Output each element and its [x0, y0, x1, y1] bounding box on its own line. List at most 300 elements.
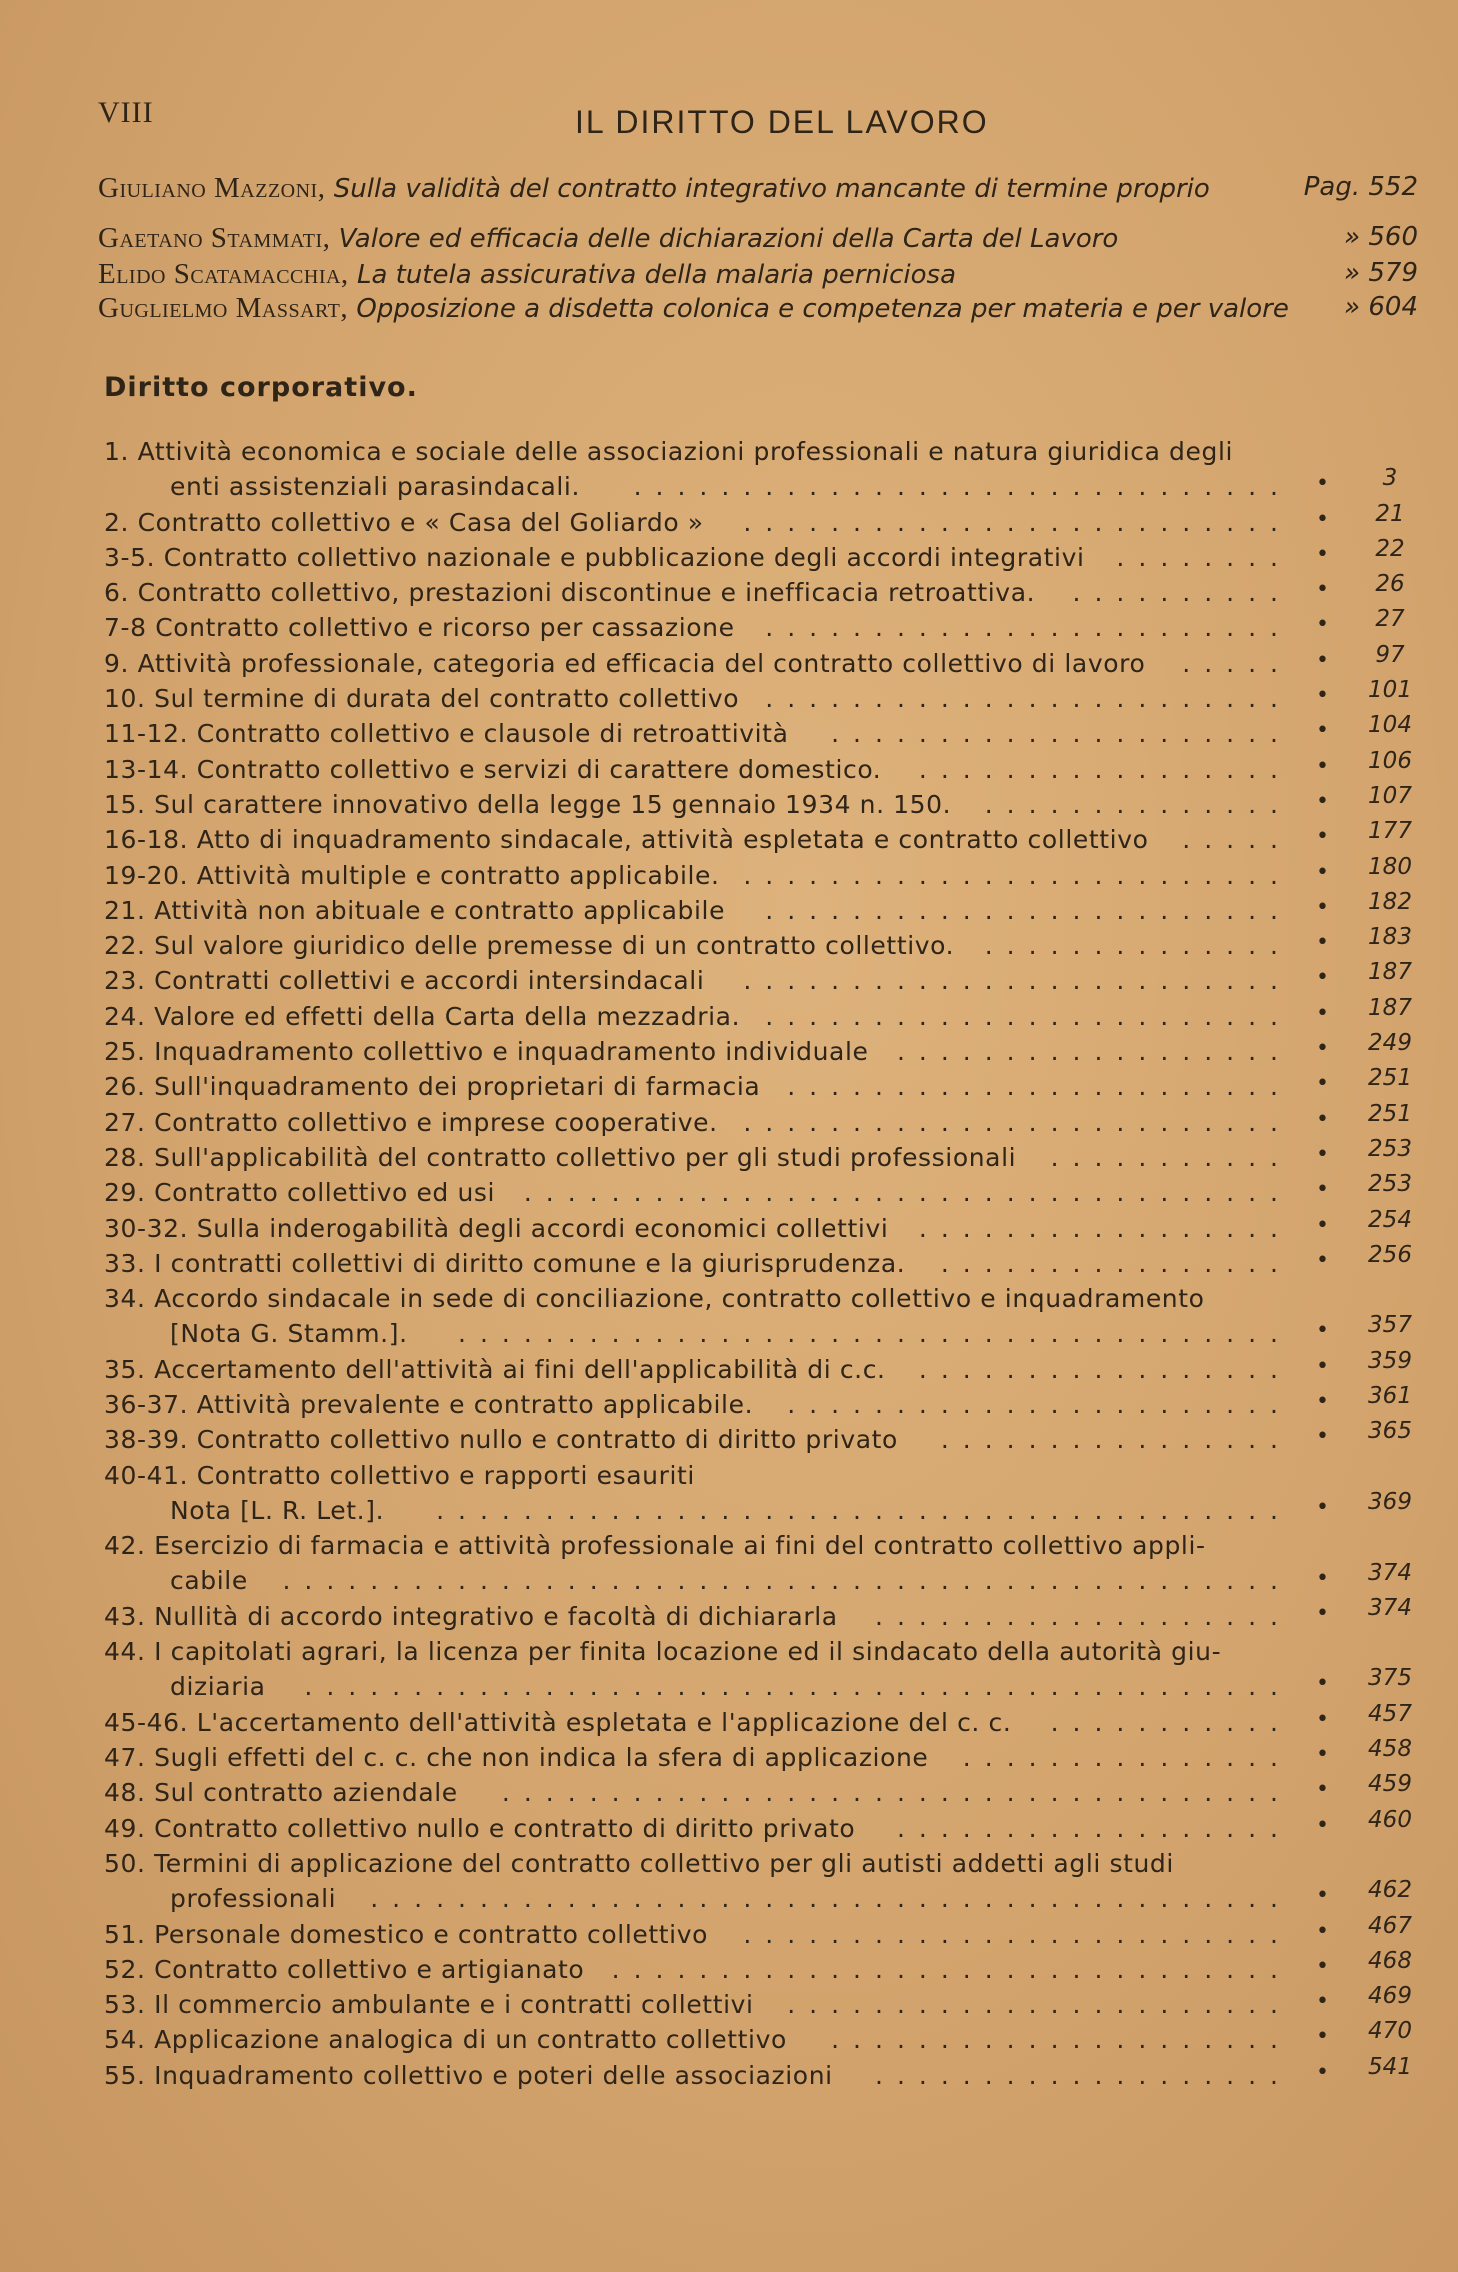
toc-entry [104, 2058, 1292, 2093]
leader-mark: • [1316, 860, 1329, 885]
entry-number: 43. [104, 1602, 146, 1631]
entry-text: Sull'applicabilità del contratto collettivo per gli studi professionali [154, 1143, 1017, 1172]
toc-entry [104, 858, 1292, 893]
entry-line [104, 963, 1292, 998]
entry-line [104, 1528, 1292, 1563]
toc-entry [104, 1211, 1292, 1246]
entry-page-number: 104 [1368, 712, 1412, 738]
toc-entry [104, 1775, 1292, 1810]
entry-line [104, 1246, 1292, 1281]
entry-page-number: 101 [1368, 677, 1412, 703]
leader-mark: • [1316, 1671, 1329, 1696]
leader-mark: • [1316, 1177, 1329, 1202]
leader-mark: • [1316, 789, 1329, 814]
article-page-number: 560 [1368, 222, 1418, 252]
entry-number: 38-39. [104, 1425, 189, 1454]
article-title: Valore ed efficacia delle dichiarazioni della Carta del Lavoro [338, 224, 1119, 254]
entry-number: 33. [104, 1249, 146, 1278]
entry-page-number: 251 [1368, 1065, 1412, 1091]
entry-line [104, 752, 1292, 787]
entry-text: Contratto collettivo nullo e contratto di diritto privato [154, 1814, 856, 1843]
leader-dots: ........................ [765, 684, 1292, 713]
entry-page-number: 251 [1368, 1101, 1412, 1127]
entry-number: 35. [104, 1355, 146, 1384]
entry-line [104, 787, 1292, 822]
entry-number: 27. [104, 1108, 146, 1137]
leader-mark: • [1316, 1601, 1329, 1626]
entry-number: 36-37. [104, 1390, 189, 1419]
entry-line [104, 858, 1292, 893]
entry-page-number: 459 [1368, 1771, 1412, 1797]
toc-entry [104, 1987, 1292, 2022]
entry-continuation [104, 1316, 1292, 1351]
entry-text: Personale domestico e contratto collettivo [154, 1920, 708, 1949]
entry-continuation [104, 1669, 1292, 1704]
entry-page-number: 22 [1375, 536, 1405, 562]
toc-entry [104, 716, 1292, 751]
entry-page-number: 374 [1368, 1595, 1412, 1621]
toc-entry [104, 1599, 1292, 1634]
entry-line [104, 1917, 1292, 1952]
entry-line [104, 1175, 1292, 1210]
entry-page-number: 249 [1368, 1030, 1412, 1056]
toc-entry [104, 1034, 1292, 1069]
entry-number: 45-46. [104, 1708, 189, 1737]
toc-entry [104, 1528, 1292, 1598]
entry-text: I contratti collettivi di diritto comune e la giurisprudenza. [154, 1249, 906, 1278]
entry-text: Attività multiple e contratto applicabile. [196, 861, 720, 890]
leader-dots: ........... [1050, 1708, 1292, 1737]
entry-number: 6. [104, 578, 130, 607]
entry-text: I capitolati agrari, la licenza per finita locazione ed il sindacato della autorità giu- [154, 1637, 1222, 1666]
leader-mark: • [1316, 1142, 1329, 1167]
entry-text: Valore ed effetti della Carta della mezzadria. [154, 1002, 741, 1031]
leader-dots: ..................... [831, 2025, 1292, 2054]
entry-page-number: 457 [1368, 1701, 1412, 1727]
toc-entry [104, 1952, 1292, 1987]
leader-dots: ................. [918, 755, 1292, 784]
entry-line [104, 928, 1292, 963]
article-page-number: 579 [1368, 258, 1418, 288]
entry-line [104, 505, 1292, 540]
leader-mark: • [1316, 683, 1329, 708]
entry-line [104, 1458, 1292, 1493]
entry-page-number: 470 [1368, 2018, 1412, 2044]
entry-text: Inquadramento collettivo e poteri delle associazioni [154, 2061, 833, 2090]
leader-dots: ....................... [787, 1990, 1292, 2019]
entry-number: 26. [104, 1072, 146, 1101]
leader-dots: ................... [875, 1602, 1292, 1631]
toc-entry [104, 822, 1292, 857]
leader-mark: • [1316, 1036, 1329, 1061]
toc-entry [104, 681, 1292, 716]
leader-mark: • [1316, 2060, 1329, 2085]
leader-mark: • [1316, 1001, 1329, 1026]
entry-page-number: 357 [1368, 1312, 1412, 1338]
toc-entry [104, 1140, 1292, 1175]
leader-mark: • [1316, 1354, 1329, 1379]
entry-page-number: 253 [1368, 1171, 1412, 1197]
leader-dots: ............................................. [304, 1672, 1292, 1701]
entry-text: Esercizio di farmacia e attività professionale ai fini del contratto collettivo appli- [154, 1531, 1206, 1560]
leader-dots: .......... [1072, 578, 1292, 607]
article-author: Guglielmo Massart, [98, 292, 349, 324]
leader-mark: • [1316, 1954, 1329, 1979]
toc-entry [104, 1246, 1292, 1281]
entry-text: Inquadramento collettivo e inquadramento individuale [154, 1037, 869, 1066]
entry-number: 49. [104, 1814, 146, 1843]
entry-line [104, 1069, 1292, 1104]
leader-mark: • [1316, 1213, 1329, 1238]
leader-dots: .................. [896, 1037, 1292, 1066]
entry-continuation [104, 1493, 1292, 1528]
entry-text: Applicazione analogica di un contratto collettivo [154, 2025, 787, 2054]
leader-mark: • [1316, 1495, 1329, 1520]
toc-entry [104, 1175, 1292, 1210]
leader-dots: ................ [940, 1249, 1292, 1278]
entry-number: 47. [104, 1743, 146, 1772]
entry-line [104, 540, 1292, 575]
entry-text: Contratto collettivo ed usi [154, 1178, 496, 1207]
leader-dots: ....................... [787, 1390, 1292, 1419]
leader-dots: .............................. [633, 472, 1292, 501]
entry-text: Contratto collettivo e servizi di carattere domestico. [196, 755, 882, 784]
entry-line [104, 1105, 1292, 1140]
entry-page-number: 106 [1368, 748, 1412, 774]
entry-number: 51. [104, 1920, 146, 1949]
toc-entry [104, 575, 1292, 610]
leader-dots: ....................... [787, 1072, 1292, 1101]
entry-line [104, 681, 1292, 716]
toc-entry [104, 1705, 1292, 1740]
leader-dots: ........................ [765, 896, 1292, 925]
entry-page-number: 177 [1368, 818, 1412, 844]
entry-number: 3-5. [104, 543, 156, 572]
toc-entry [104, 1352, 1292, 1387]
entry-page-number: 187 [1368, 959, 1412, 985]
entry-number: 30-32. [104, 1214, 189, 1243]
leader-dots: ...................................... [458, 1319, 1292, 1348]
article-title: La tutela assicurativa della malaria perniciosa [356, 260, 957, 290]
entry-page-number: 21 [1375, 501, 1405, 527]
entry-text: Sul contratto aziendale [154, 1778, 458, 1807]
leader-dots: .................................... [501, 1778, 1292, 1807]
toc-entry [104, 1069, 1292, 1104]
entry-line [104, 1352, 1292, 1387]
entry-number: 28. [104, 1143, 146, 1172]
leader-mark: • [1316, 1742, 1329, 1767]
leader-dots: ................................... [523, 1178, 1292, 1207]
leader-dots: .................. [896, 1814, 1292, 1843]
toc-entry [104, 434, 1292, 504]
entry-text: Contratto collettivo e « Casa del Goliardo » [137, 508, 704, 537]
leader-dots: ............... [962, 1743, 1292, 1772]
section-title: Diritto corporativo. [104, 372, 418, 403]
entry-line [104, 716, 1292, 751]
entry-text: Attività economica e sociale delle associazioni professionali e natura giuridica degli [137, 437, 1234, 466]
entry-number: 53. [104, 1990, 146, 2019]
leader-mark: • [1316, 2024, 1329, 2049]
entry-text: Contratto collettivo, prestazioni discontinue e inefficacia retroattiva. [137, 578, 1036, 607]
entry-text: Nullità di accordo integrativo e facoltà di dichiararla [154, 1602, 838, 1631]
entry-text: Accertamento dell'attività ai fini dell'applicabilità di c.c. [154, 1355, 886, 1384]
entry-line [104, 610, 1292, 645]
leader-dots: ................. [918, 1355, 1292, 1384]
article-title: Sulla validità del contratto integrativo mancante di termine proprio [333, 174, 1210, 204]
leader-dots: ..................... [831, 719, 1292, 748]
entry-number: 15. [104, 790, 146, 819]
leader-dots: ........ [1116, 543, 1292, 572]
entry-text: Attività prevalente e contratto applicabile. [196, 1390, 754, 1419]
entry-line [104, 1599, 1292, 1634]
toc-entry [104, 1105, 1292, 1140]
entry-line [104, 2058, 1292, 2093]
entry-continuation [104, 1881, 1292, 1916]
entry-line [104, 646, 1292, 681]
entry-number: 2. [104, 508, 130, 537]
article-author: Elido Scatamacchia, [98, 258, 349, 290]
entry-page-number: 180 [1368, 854, 1412, 880]
entry-page-number: 375 [1368, 1665, 1412, 1691]
entry-number: 7-8 [104, 613, 147, 642]
leader-mark: • [1316, 1707, 1329, 1732]
entry-line [104, 1387, 1292, 1422]
leader-dots: ......................... [743, 1108, 1292, 1137]
leader-mark: • [1316, 1248, 1329, 1273]
entry-text: Contratto collettivo nullo e contratto di diritto privato [196, 1425, 898, 1454]
toc-entry [104, 893, 1292, 928]
article-page-number: 552 [1368, 172, 1418, 202]
entry-number: 54. [104, 2025, 146, 2054]
leader-mark: • [1316, 1989, 1329, 2014]
leader-mark: • [1316, 612, 1329, 637]
entry-number: 16-18. [104, 825, 189, 854]
entry-page-number: 107 [1368, 783, 1412, 809]
article-page [1304, 172, 1418, 202]
toc-entry [104, 505, 1292, 540]
article-page: » 560 [1344, 222, 1418, 252]
toc-entry [104, 1740, 1292, 1775]
toc-entry [104, 540, 1292, 575]
leader-mark: • [1316, 577, 1329, 602]
toc-entry [104, 963, 1292, 998]
toc-entry [104, 1634, 1292, 1704]
toc-entry [104, 999, 1292, 1034]
toc-entry [104, 610, 1292, 645]
toc-entry [104, 646, 1292, 681]
entry-text: Contratto collettivo e ricorso per cassazione [155, 613, 735, 642]
entry-text: [Nota G. Stamm.]. [170, 1319, 408, 1348]
leader-mark: • [1316, 718, 1329, 743]
entry-page-number: 462 [1368, 1877, 1412, 1903]
entry-text: enti assistenziali parasindacali. [170, 472, 581, 501]
entry-text: Contratto collettivo e imprese cooperative. [154, 1108, 718, 1137]
article-row [98, 172, 1418, 205]
entry-line [104, 1422, 1292, 1457]
entry-line [104, 2022, 1292, 2057]
entry-number: 13-14. [104, 755, 189, 784]
article-row [98, 258, 1418, 291]
entry-page-number: 541 [1368, 2054, 1412, 2080]
entry-text: diziaria [170, 1672, 266, 1701]
leader-dots: .............................................. [282, 1566, 1292, 1595]
article-author: Gaetano Stammati, [98, 222, 331, 254]
entry-number: 19-20. [104, 861, 189, 890]
entry-number: 25. [104, 1037, 146, 1066]
entry-page-number: 97 [1375, 642, 1405, 668]
entry-number: 29. [104, 1178, 146, 1207]
entry-page-number: 365 [1368, 1418, 1412, 1444]
toc-entry [104, 1422, 1292, 1457]
entry-number: 40-41. [104, 1461, 189, 1490]
entry-number: 48. [104, 1778, 146, 1807]
leader-mark: • [1316, 1071, 1329, 1096]
entry-text: Sul carattere innovativo della legge 15 gennaio 1934 n. 150. [154, 790, 952, 819]
entry-page-number: 469 [1368, 1983, 1412, 2009]
leader-mark: • [1316, 471, 1329, 496]
leader-mark: • [1316, 1919, 1329, 1944]
leader-mark: • [1316, 895, 1329, 920]
entry-text: Attività non abituale e contratto applicabile [154, 896, 726, 925]
entry-number: 52. [104, 1955, 146, 1984]
leader-mark: • [1316, 1389, 1329, 1414]
leader-dots: ......................... [743, 1920, 1292, 1949]
entry-page-number: 361 [1368, 1383, 1412, 1409]
article-row [98, 292, 1418, 325]
leader-mark: • [1316, 1777, 1329, 1802]
entry-text: Nota [L. R. Let.]. [170, 1496, 385, 1525]
leader-dots: ........................ [765, 613, 1292, 642]
entry-line [104, 1034, 1292, 1069]
page-number: VIII [98, 96, 154, 129]
leader-dots: ......................... [743, 966, 1292, 995]
article-page-number: 604 [1368, 292, 1418, 322]
entry-number: 55. [104, 2061, 146, 2090]
toc-entry [104, 1846, 1292, 1916]
article-author: Giuliano Mazzoni, [98, 172, 326, 204]
leader-mark: • [1316, 754, 1329, 779]
entry-line [104, 1846, 1292, 1881]
entry-page-number: 460 [1368, 1807, 1412, 1833]
entry-page-number: 369 [1368, 1489, 1412, 1515]
leader-dots: ......................... [743, 508, 1292, 537]
leader-mark: • [1316, 648, 1329, 673]
entry-page-number: 374 [1368, 1560, 1412, 1586]
leader-mark: • [1316, 1424, 1329, 1449]
entry-page-number: 26 [1375, 571, 1405, 597]
entry-line [104, 1281, 1292, 1316]
article-page: » 579 [1344, 258, 1418, 288]
entry-text: Sugli effetti del c. c. che non indica la sfera di applicazione [154, 1743, 929, 1772]
leader-dots: ......................... [743, 861, 1292, 890]
entry-text: Sulla inderogabilità degli accordi economici collettivi [196, 1214, 889, 1243]
entry-line [104, 575, 1292, 610]
leader-mark: • [1316, 965, 1329, 990]
entry-number: 11-12. [104, 719, 189, 748]
leader-mark: • [1316, 1883, 1329, 1908]
entry-text: cabile [170, 1566, 248, 1595]
entry-number: 24. [104, 1002, 146, 1031]
leader-mark: • [1316, 1318, 1329, 1343]
leader-mark: • [1316, 1107, 1329, 1132]
leader-dots: .............. [984, 790, 1292, 819]
entry-text: L'accertamento dell'attività espletata e l'applicazione del c. c. [196, 1708, 1012, 1737]
entry-text: Termini di applicazione del contratto collettivo per gli autisti addetti agli studi [154, 1849, 1174, 1878]
entry-page-number: 256 [1368, 1242, 1412, 1268]
entry-line [104, 1775, 1292, 1810]
leader-dots: .......................................... [370, 1884, 1292, 1913]
entry-page-number: 182 [1368, 889, 1412, 915]
leader-mark: • [1316, 542, 1329, 567]
entry-number: 44. [104, 1637, 146, 1666]
leader-mark: • [1316, 1566, 1329, 1591]
leader-dots: ..... [1182, 649, 1292, 678]
toc-entry [104, 752, 1292, 787]
entry-page-number: 254 [1368, 1207, 1412, 1233]
entry-number: 23. [104, 966, 146, 995]
entry-page-number: 359 [1368, 1348, 1412, 1374]
leader-dots: ................... [875, 2061, 1292, 2090]
entry-page-number: 458 [1368, 1736, 1412, 1762]
entry-line [104, 1211, 1292, 1246]
entry-number: 9. [104, 649, 130, 678]
toc-entry [104, 1917, 1292, 1952]
toc-entry [104, 1811, 1292, 1846]
entry-line [104, 434, 1292, 469]
entry-page-number: 253 [1368, 1136, 1412, 1162]
entry-line [104, 1634, 1292, 1669]
entry-page-number: 467 [1368, 1913, 1412, 1939]
leader-dots: ........... [1050, 1143, 1292, 1172]
toc-entry [104, 787, 1292, 822]
entry-line [104, 1705, 1292, 1740]
leader-mark: • [1316, 507, 1329, 532]
leader-mark: • [1316, 1813, 1329, 1838]
entry-number: 21. [104, 896, 146, 925]
entry-number: 1. [104, 437, 130, 466]
leader-mark: • [1316, 930, 1329, 955]
page-label: Pag. [1303, 172, 1361, 202]
leader-dots: ..... [1182, 825, 1292, 854]
entry-number: 50. [104, 1849, 146, 1878]
leader-dots: ................. [918, 1214, 1292, 1243]
entry-continuation [104, 469, 1292, 504]
entry-number: 22. [104, 931, 146, 960]
entry-text: Contratti collettivi e accordi intersindacali [154, 966, 705, 995]
entry-text: professionali [170, 1884, 337, 1913]
entry-page-number: 27 [1375, 606, 1405, 632]
entry-text: Il commercio ambulante e i contratti collettivi [154, 1990, 754, 2019]
leader-dots: ........................ [765, 1002, 1292, 1031]
entry-number: 42. [104, 1531, 146, 1560]
entry-line [104, 1740, 1292, 1775]
entry-page-number: 183 [1368, 924, 1412, 950]
leader-dots: ....................................... [436, 1496, 1292, 1525]
entry-number: 10. [104, 684, 146, 713]
leader-dots: .............. [984, 931, 1292, 960]
entry-text: Sull'inquadramento dei proprietari di farmacia [154, 1072, 761, 1101]
entry-text: Sul termine di durata del contratto collettivo [154, 684, 740, 713]
toc-entry [104, 1281, 1292, 1351]
entry-text: Atto di inquadramento sindacale, attività espletata e contratto collettivo [196, 825, 1149, 854]
entry-line [104, 1952, 1292, 1987]
entry-page-number: 3 [1382, 465, 1398, 491]
entry-line [104, 822, 1292, 857]
toc-entry [104, 2022, 1292, 2057]
entry-line [104, 893, 1292, 928]
entry-text: Accordo sindacale in sede di conciliazione, contratto collettivo e inquadramento [154, 1284, 1205, 1313]
entry-page-number: 468 [1368, 1948, 1412, 1974]
